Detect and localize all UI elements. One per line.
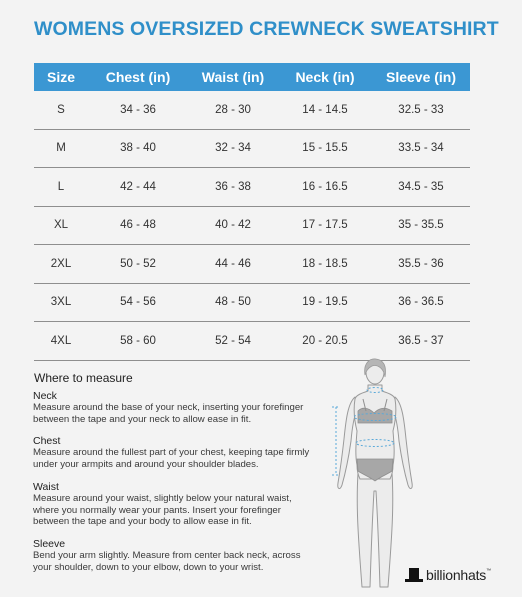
table-row	[34, 283, 470, 322]
neck-guide	[33, 390, 333, 425]
cell-sleeve: 35.5 - 36	[372, 245, 470, 284]
table-header-row	[34, 63, 470, 91]
cell-neck: 14 - 14.5	[278, 91, 372, 129]
cell-sleeve: 32.5 - 33	[372, 91, 470, 129]
header-neck: Neck (in)	[278, 63, 372, 91]
cell-neck: 17 - 17.5	[278, 206, 372, 245]
header-chest: Chest (in)	[88, 63, 188, 91]
header-sleeve: Sleeve (in)	[372, 63, 470, 91]
cell-waist: 28 - 30	[188, 91, 278, 129]
table-row	[34, 245, 470, 284]
cell-chest: 46 - 48	[88, 206, 188, 245]
cell-size: XL	[34, 206, 88, 245]
cell-size: L	[34, 168, 88, 207]
chest-guide-line: under your armpits and around your shoulder blades.	[33, 458, 259, 470]
cell-neck: 20 - 20.5	[278, 322, 372, 361]
cell-chest: 58 - 60	[88, 322, 188, 361]
waist-guide	[33, 481, 333, 528]
header-size: Size	[34, 63, 88, 91]
cell-sleeve: 36 - 36.5	[372, 283, 470, 322]
size-chart-table	[34, 63, 470, 361]
cell-chest: 34 - 36	[88, 91, 188, 129]
table-row	[34, 206, 470, 245]
cell-size: 3XL	[34, 283, 88, 322]
header-waist: Waist (in)	[188, 63, 278, 91]
cell-sleeve: 34.5 - 35	[372, 168, 470, 207]
page-title: WOMENS OVERSIZED CREWNECK SWEATSHIRT	[34, 18, 499, 40]
cell-sleeve: 36.5 - 37	[372, 322, 470, 361]
cell-chest: 54 - 56	[88, 283, 188, 322]
neck-guide-line: between the tape and your neck to allow ease in fit.	[33, 413, 252, 425]
cell-neck: 15 - 15.5	[278, 129, 372, 168]
table-row	[34, 129, 470, 168]
trademark-symbol: ™	[486, 568, 492, 574]
top-hat-icon	[405, 567, 423, 583]
cell-chest: 42 - 44	[88, 168, 188, 207]
table-row	[34, 91, 470, 129]
cell-waist: 36 - 38	[188, 168, 278, 207]
cell-waist: 40 - 42	[188, 206, 278, 245]
sleeve-guide-line: Bend your arm slightly. Measure from center back neck, across	[33, 550, 301, 561]
measure-guide-title: Where to measure	[34, 371, 133, 385]
chest-guide-label: Chest	[33, 435, 61, 447]
neck-guide-line: Measure around the base of your neck, inserting your forefinger	[33, 402, 304, 413]
sleeve-guide-line: your shoulder, down to your elbow, down to your wrist.	[33, 561, 264, 573]
sleeve-guide-label: Sleeve	[33, 538, 66, 550]
cell-waist: 52 - 54	[188, 322, 278, 361]
brand-logo	[405, 567, 491, 583]
table-row	[34, 168, 470, 207]
sleeve-guide	[33, 538, 333, 573]
cell-neck: 18 - 18.5	[278, 245, 372, 284]
cell-size: 4XL	[34, 322, 88, 361]
neck-guide-label: Neck	[33, 390, 57, 402]
body-measure-figure-icon	[320, 355, 430, 595]
waist-guide-label: Waist	[33, 481, 59, 493]
brand-name: billionhats	[426, 567, 487, 583]
cell-size: M	[34, 129, 88, 168]
cell-size: 2XL	[34, 245, 88, 284]
cell-waist: 48 - 50	[188, 283, 278, 322]
cell-neck: 19 - 19.5	[278, 283, 372, 322]
cell-sleeve: 33.5 - 34	[372, 129, 470, 168]
cell-neck: 16 - 16.5	[278, 168, 372, 207]
cell-size: S	[34, 91, 88, 129]
chest-guide	[33, 435, 333, 470]
chest-guide-line: Measure around the fullest part of your chest, keeping tape firmly	[33, 447, 310, 458]
cell-sleeve: 35 - 35.5	[372, 206, 470, 245]
cell-waist: 32 - 34	[188, 129, 278, 168]
cell-chest: 38 - 40	[88, 129, 188, 168]
cell-waist: 44 - 46	[188, 245, 278, 284]
cell-chest: 50 - 52	[88, 245, 188, 284]
waist-guide-line: between the tape and your body to allow ease in fit.	[33, 516, 252, 528]
waist-guide-line: Measure around your waist, slightly below your natural waist,	[33, 493, 292, 504]
waist-guide-line: where you normally wear your pants. Insert your forefinger	[33, 504, 281, 516]
